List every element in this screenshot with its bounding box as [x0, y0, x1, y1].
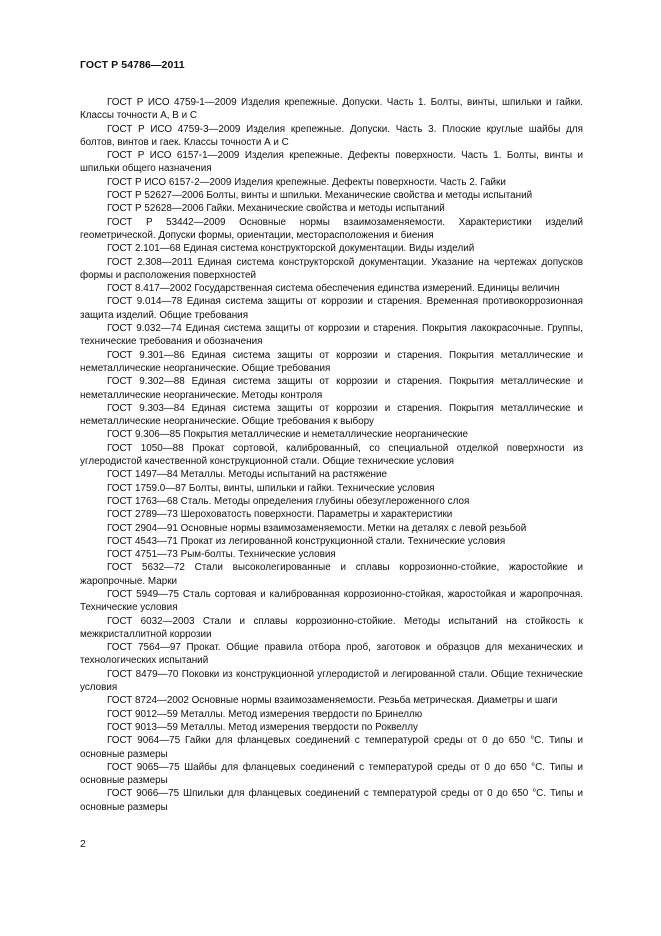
reference-item: ГОСТ 8724—2002 Основные нормы взаимозаменяемости. Резьба метрическая. Диаметры и шаги: [107, 695, 558, 707]
reference-item: ГОСТ 1763—68 Сталь. Методы определения глубины обезуглероженного слоя: [107, 495, 470, 507]
reference-item: ГОСТ 9.302—88 Единая система защиты от коррозии и старения. Покрытия металлические и неметаллические неорганические. Методы контроля: [80, 376, 583, 401]
reference-item: ГОСТ 5632—72 Стали высоколегированные и сплавы коррозионно-стойкие, жаростойкие и жаропрочные. Марки: [80, 562, 583, 587]
reference-item: ГОСТ 2904—91 Основные нормы взаимозаменяемости. Метки на деталях с левой резьбой: [107, 522, 527, 534]
reference-item: ГОСТ 8.417—2002 Государственная система обеспечения единства измерений. Единицы величин: [107, 283, 560, 295]
reference-item: ГОСТ 7564—97 Прокат. Общие правила отбора проб, заготовок и образцов для механических и технологических испытаний: [80, 642, 583, 667]
reference-item: ГОСТ 9.303—84 Единая система защиты от коррозии и старения. Покрытия металлические и неметаллические неорганические. Общие требования к выбору: [80, 402, 583, 428]
reference-item: ГОСТ Р ИСО 4759-3—2009 Изделия крепежные. Допуски. Часть 3. Плоские круглые шайбы для болтов, винтов и гаек. Классы точности А и С: [80, 123, 583, 148]
reference-item: ГОСТ 4751—73 Рым-болты. Технические условия: [107, 549, 336, 561]
page-number: 2: [80, 838, 86, 850]
normative-references-list: [80, 96, 583, 814]
reference-item: ГОСТ 1050—88 Прокат сортовой, калиброванный, со специальной отделкой поверхности из углеродистой качественной конструкционной стали. Общие технические условия: [80, 442, 583, 468]
reference-item: ГОСТ 9066—75 Шпильки для фланцевых соединений с температурой среды от 0 до 650 °С. Типы и основные размеры: [80, 788, 583, 813]
reference-item: ГОСТ 9.014—78 Единая система защиты от коррозии и старения. Временная противокоррозионная защита изделий. Общие требования: [80, 296, 583, 321]
reference-item: ГОСТ 9013—59 Металлы. Метод измерения твердости по Роквеллу: [107, 721, 418, 733]
reference-item: ГОСТ 9012—59 Металлы. Метод измерения твердости по Бринеллю: [107, 708, 423, 720]
reference-item: ГОСТ Р ИСО 6157-2—2009 Изделия крепежные. Дефекты поверхности. Часть 2. Гайки: [107, 176, 506, 188]
reference-item: ГОСТ Р ИСО 4759-1—2009 Изделия крепежные. Допуски. Часть 1. Болты, винты, шпильки и гайки. Классы точности А, В и С: [80, 97, 583, 122]
reference-item: ГОСТ 9.301—86 Единая система защиты от коррозии и старения. Покрытия металлические и неметаллические неорганические. Общие требования: [80, 349, 583, 374]
reference-item: ГОСТ 9065—75 Шайбы для фланцевых соединений с температурой среды от 0 до 650 °С. Типы и основные размеры: [80, 761, 583, 787]
reference-item: ГОСТ 1497—84 Металлы. Методы испытаний на растяжение: [107, 469, 387, 481]
document-header: ГОСТ Р 54786—2011: [80, 59, 185, 71]
reference-item: ГОСТ 6032—2003 Стали и сплавы коррозионно-стойкие. Методы испытаний на стойкость к межкристаллитной коррозии: [80, 615, 583, 640]
reference-item: ГОСТ Р 52628—2006 Гайки. Механические свойства и методы испытаний: [107, 203, 445, 215]
reference-item: ГОСТ 1759.0—87 Болты, винты, шпильки и гайки. Технические условия: [107, 482, 435, 494]
reference-item: ГОСТ 2.101—68 Единая система конструкторской документации. Виды изделий: [107, 243, 475, 255]
reference-item: ГОСТ 2.308—2011 Единая система конструкторской документации. Указание на чертежах допусков формы и расположения поверхностей: [80, 256, 583, 281]
reference-item: ГОСТ 2789—73 Шероховатость поверхности. Параметры и характеристики: [107, 509, 453, 521]
reference-item: ГОСТ Р 52627—2006 Болты, винты и шпильки. Механические свойства и методы испытаний: [107, 190, 533, 202]
reference-item: ГОСТ 5949—75 Сталь сортовая и калиброванная коррозионно-стойкая, жаростойкая и жаропрочная. Технические условия: [80, 588, 583, 614]
reference-item: ГОСТ 9.032—74 Единая система защиты от коррозии и старения. Покрытия лакокрасочные. Группы, технические требования и обозначения: [80, 323, 583, 348]
reference-item: ГОСТ Р 53442—2009 Основные нормы взаимозаменяемости. Характеристики изделий геометрической. Допуски формы, ориентации, месторасположения и биения: [80, 216, 583, 241]
reference-item: ГОСТ 4543—71 Прокат из легированной конструкционной стали. Технические условия: [107, 535, 506, 547]
reference-item: ГОСТ 8479—70 Поковки из конструкционной углеродистой и легированной стали. Общие технические условия: [80, 668, 583, 694]
reference-item: ГОСТ 9064—75 Гайки для фланцевых соединений с температурой среды от 0 до 650 °С. Типы и основные размеры: [80, 735, 583, 760]
reference-item: ГОСТ 9.306—85 Покрытия металлические и неметаллические неорганические: [107, 429, 468, 441]
reference-item: ГОСТ Р ИСО 6157-1—2009 Изделия крепежные. Дефекты поверхности. Часть 1. Болты, винты и шпильки общего назначения: [80, 150, 583, 175]
